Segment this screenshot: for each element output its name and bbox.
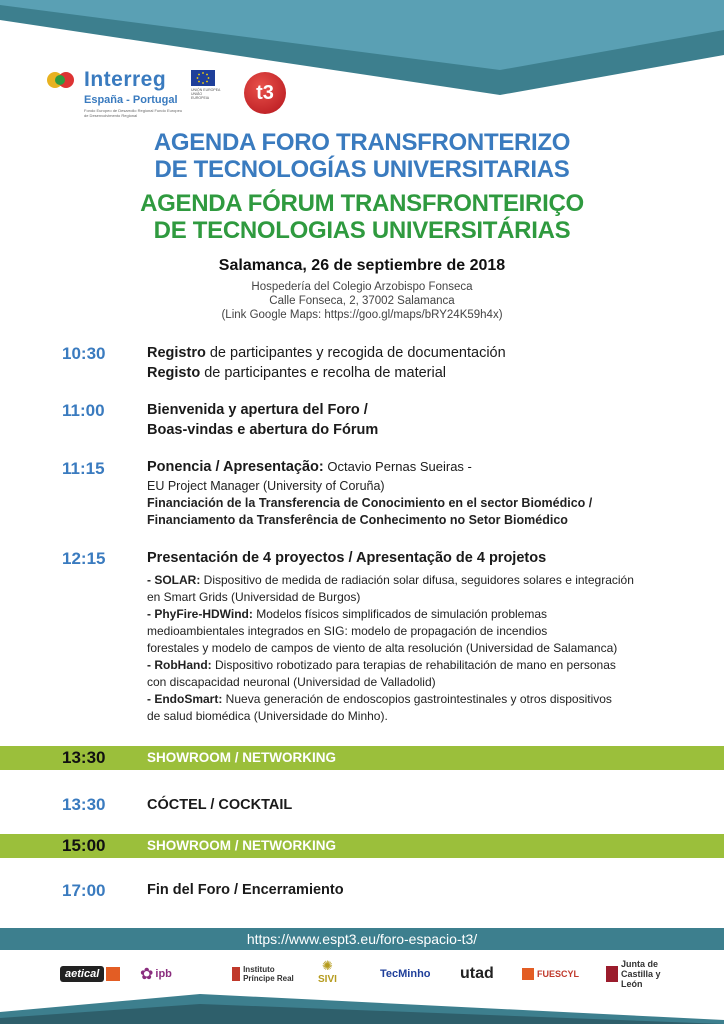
welcome-pt: Boas-vindas e abertura do Fórum	[147, 422, 379, 438]
project-endosmart-name: - EndoSmart:	[147, 692, 223, 706]
talk-topic-pt: Financiamento da Transferência de Conhecimento no Setor Biomédico	[147, 513, 568, 527]
venue-info	[0, 280, 724, 322]
title-pt-line-1: AGENDA FÓRUM TRANSFRONTEIRIÇO	[140, 190, 584, 217]
registration-pt-text: de participantes e recolha de material	[200, 365, 447, 381]
tecminho-text: TecMinho	[380, 968, 431, 980]
project-solar-desc: Dispositivo de medida de radiación solar difusa, seguidores solares e integración	[200, 573, 634, 587]
showroom-bar-2	[0, 834, 724, 858]
venue-name: Hospedería del Colegio Arzobispo Fonseca	[251, 281, 473, 293]
event-date: Salamanca, 26 de septiembre de 2018	[218, 257, 506, 274]
project-phyfire-name: - PhyFire-HDWind:	[147, 607, 253, 621]
agenda-item-talk-heading	[147, 457, 707, 477]
aetical-mark-icon	[106, 967, 120, 981]
partner-logo-ipb	[140, 958, 172, 990]
eu-flag-icon	[191, 70, 215, 86]
project-robhand-name: - RobHand:	[147, 658, 212, 672]
project-phyfire-desc-2: medioambientales integrados en SIG: modelo de propagación de incendios	[147, 624, 548, 638]
project-robhand	[147, 657, 707, 674]
partner-logo-instituto	[232, 958, 300, 990]
ipb-text: ipb	[155, 968, 172, 980]
project-phyfire	[147, 606, 707, 623]
partner-logo-jcyl	[606, 958, 666, 990]
time-1700: 17:00	[62, 881, 106, 900]
time-1030: 10:30	[62, 344, 106, 363]
talk-speaker-role: EU Project Manager (University of Coruña)	[147, 479, 385, 493]
showroom-bar-1	[0, 746, 724, 770]
footer-decorative-band	[0, 990, 724, 1024]
project-endosmart-desc-2: de salud biomédica (Universidade do Minho).	[147, 709, 388, 723]
talk-speaker: Octavio Pernas Sueiras -	[323, 459, 472, 474]
title-spanish	[0, 129, 724, 183]
title-es-line-1: AGENDA FORO TRANSFRONTERIZO	[153, 129, 571, 156]
sivi-mark-icon: ✺	[322, 958, 333, 973]
time-1100: 11:00	[62, 401, 105, 420]
ipb-mark-icon: ✿	[140, 966, 154, 983]
jcyl-shield-icon	[606, 966, 618, 982]
partner-logo-aetical	[60, 958, 120, 990]
venue-map-link[interactable]: (Link Google Maps: https://goo.gl/maps/bRY24K59h4x)	[221, 309, 503, 321]
closing-label: Fin del Foro / Encerramiento	[147, 882, 344, 898]
time-1500: 15:00	[62, 836, 106, 855]
footer-url-link[interactable]: https://www.espt3.eu/foro-espacio-t3/	[246, 931, 478, 947]
time-1215: 12:15	[62, 549, 106, 568]
cocktail-label: CÓCTEL / COCKTAIL	[147, 797, 293, 813]
showroom-label-1: SHOWROOM / NETWORKING	[147, 750, 336, 765]
interreg-logo-text: Interreg	[84, 68, 167, 91]
partner-logo-sivi	[318, 958, 337, 990]
projects-list	[147, 572, 707, 725]
venue-address: Calle Fonseca, 2, 37002 Salamanca	[269, 295, 455, 307]
title-pt-line-2: DE TECNOLOGIAS UNIVERSITÁRIAS	[153, 217, 571, 244]
agenda-item-welcome	[147, 400, 707, 440]
welcome-es: Bienvenida y apertura del Foro /	[147, 402, 368, 418]
instituto-text: Instituto Príncipe Real	[243, 965, 294, 983]
project-endosmart-desc: Nueva generación de endoscopios gastrointestinales y otros dispositivos	[222, 692, 612, 706]
projects-heading: Presentación de 4 proyectos / Apresentação de 4 projetos	[147, 550, 547, 566]
partner-logo-utad: utad	[460, 965, 494, 982]
project-solar	[147, 572, 707, 589]
interreg-emblem-icon	[46, 70, 76, 90]
registration-es-bold: Registro	[147, 345, 206, 361]
instituto-mark-icon	[232, 967, 240, 981]
fuescyl-text: FUESCYL	[537, 969, 580, 979]
sivi-text: SIVI	[318, 974, 337, 985]
project-solar-desc-2: en Smart Grids (Universidad de Burgos)	[147, 590, 361, 604]
project-phyfire-desc-3: forestales y modelo de campos de viento de alta resolución (Universidad de Salamanca)	[147, 641, 618, 655]
eu-caption: UNIÓN EUROPEA UNIÃO EUROPEIA	[191, 88, 221, 100]
talk-topic-es: Financiación de la Transferencia de Conocimiento en el sector Biomédico /	[147, 496, 593, 510]
registration-pt-bold: Registo	[147, 365, 201, 381]
partner-logo-tecminho	[380, 958, 431, 990]
project-endosmart	[147, 691, 707, 708]
project-solar-name: - SOLAR:	[147, 573, 201, 587]
registration-es-text: de participantes y recogida de documentación	[205, 345, 506, 361]
time-1115: 11:15	[62, 459, 105, 478]
project-phyfire-desc: Modelos físicos simplificados de simulación problemas	[252, 607, 548, 621]
t3-logo: t3	[244, 72, 286, 114]
title-portuguese	[0, 190, 724, 244]
agenda-item-registration	[147, 343, 707, 383]
showroom-label-2: SHOWROOM / NETWORKING	[147, 838, 336, 853]
jcyl-text: Junta de Castilla y León	[621, 959, 661, 989]
interreg-subtitle: España - Portugal	[84, 94, 178, 106]
title-es-line-2: DE TECNOLOGÍAS UNIVERSITARIAS	[154, 156, 570, 183]
fuescyl-mark-icon	[522, 968, 534, 980]
aetical-text: aetical	[60, 966, 104, 982]
time-1330-showroom: 13:30	[62, 748, 106, 767]
talk-heading: Ponencia / Apresentação:	[147, 459, 324, 475]
time-1330-cocktail: 13:30	[62, 795, 106, 814]
partner-logo-fuescyl	[522, 958, 579, 990]
interreg-fineprint: Fondo Europeo de Desarrollo Regional Fundo Europeu de Desenvolvimento Regional	[84, 108, 183, 118]
project-robhand-desc-2: con discapacidad neuronal (Universidad de Valladolid)	[147, 675, 436, 689]
project-robhand-desc: Dispositivo robotizado para terapias de rehabilitación de mano en personas	[211, 658, 616, 672]
agenda-item-talk-details	[147, 478, 707, 529]
